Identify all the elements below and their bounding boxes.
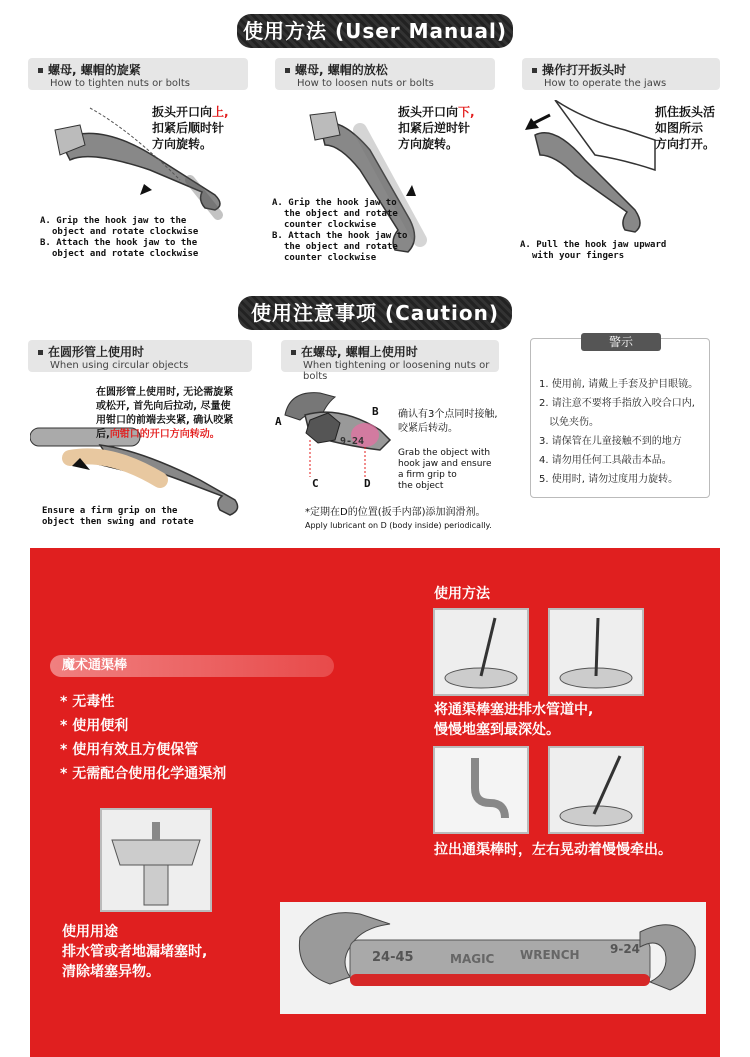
- loosen-en-line: the object and rotate: [284, 209, 398, 219]
- usage-step2-img-b: [548, 746, 644, 834]
- usage-step2: 拉出通渠棒时，左右晃动着慢慢牵出。: [434, 842, 672, 858]
- operate-en-line: with your fingers: [532, 251, 625, 261]
- caution-circular-en: When using circular objects: [50, 360, 189, 371]
- usage-step1-img-a: [433, 608, 529, 696]
- loosen-en-line: the object and rotate: [284, 242, 398, 252]
- drain-purpose: [62, 922, 207, 982]
- usage-step1-line: 慢慢地塞到最深处。: [434, 722, 560, 738]
- nut-label-b: B: [372, 405, 379, 418]
- operate-cn-1: 抓住扳头活: [655, 105, 716, 119]
- step-tighten-header: [28, 58, 248, 90]
- nut-en-line: a firm grip to: [398, 470, 457, 480]
- nut-cn-line: 确认有3个点同时接触,: [398, 409, 498, 420]
- circular-cn-line: 用钳口的前端去夹紧, 确认咬紧: [96, 415, 234, 426]
- step-operate-header: [522, 58, 720, 90]
- loosen-en-line: counter clockwise: [284, 253, 377, 263]
- tighten-en-line: object and rotate clockwise: [52, 249, 199, 259]
- drain-feature: * 使用有效且方便保管: [60, 742, 199, 758]
- operate-cn-2: 如图所示: [655, 121, 704, 135]
- loosen-cn-1: 扳头开口向: [398, 105, 459, 119]
- wrench-brand2: WRENCH: [520, 948, 580, 962]
- operate-cn-3: 方向打开。: [655, 137, 716, 151]
- loosen-cn-2: 扣紧后逆时针: [398, 121, 471, 135]
- drain-feature: * 无毒性: [60, 694, 115, 710]
- nut-en-notes: [398, 448, 492, 492]
- nut-en-line: Grab the object with: [398, 448, 491, 458]
- loosen-en-line: counter clockwise: [284, 220, 377, 230]
- nut-cn-line: 咬紧后转动。: [398, 423, 458, 434]
- caution-nut-header: [281, 340, 499, 382]
- warning-item: 2. 请注意不要将手指放入咬合口内,: [539, 398, 695, 409]
- tighten-en-line: object and rotate clockwise: [52, 227, 199, 237]
- tighten-cn-dir: 上,: [212, 105, 229, 119]
- drain-title-bar: 魔术通渠棒: [50, 655, 334, 677]
- caution-circular-cn: 在圆形管上使用时: [48, 345, 145, 359]
- operate-en-notes: [520, 240, 666, 262]
- manual-title: 使用方法 (User Manual): [237, 14, 513, 48]
- usage-step1-img-b: [548, 608, 644, 696]
- circular-en-line: object then swing and rotate: [42, 517, 194, 527]
- wrench-photo: [280, 902, 706, 1014]
- tighten-cn-1: 扳头开口向: [152, 105, 213, 119]
- step-loosen-cn: 螺母, 螺帽的放松: [295, 63, 388, 77]
- operate-instruction: [655, 104, 715, 152]
- nut-label-a: A: [275, 415, 282, 428]
- warning-box: [530, 335, 710, 498]
- circular-cn-red: 向钳口的开口方向转动。: [109, 429, 220, 440]
- bullet-icon: [38, 68, 43, 73]
- warning-item: 5. 使用时, 请勿过度用力旋转。: [539, 474, 679, 485]
- step-operate-en: How to operate the jaws: [544, 78, 667, 89]
- nut-label-c: C: [312, 477, 319, 490]
- warning-title: 警示: [581, 333, 661, 351]
- tighten-en-line: A. Grip the hook jaw to the: [40, 216, 187, 226]
- lube-cn: *定期在D的位置(扳手内部)添加润滑剂。: [305, 507, 486, 518]
- drain-feature: * 无需配合使用化学通渠剂: [60, 766, 227, 782]
- caution-circular-header: [28, 340, 252, 372]
- warning-list: [539, 375, 698, 489]
- nut-en-line: hook jaw and ensure: [398, 459, 492, 469]
- caution-nut-en: When tightening or loosening nuts or bolts: [303, 360, 490, 382]
- caution-nut-cn: 在螺母, 螺帽上使用时: [301, 345, 418, 359]
- step-loosen-header: [275, 58, 495, 90]
- tighten-cn-3: 方向旋转。: [152, 137, 213, 151]
- nut-size-label: 9-24: [340, 436, 365, 447]
- nut-en-line: the object: [398, 481, 444, 491]
- loosen-cn-dir: 下,: [458, 105, 475, 119]
- purpose-line: 排水管或者地漏堵塞时,: [62, 944, 208, 960]
- circular-instruction: [96, 386, 233, 442]
- circular-cn-line: 或松开, 首先向后拉动, 尽量使: [96, 401, 231, 412]
- operate-en-line: A. Pull the hook jaw upward: [520, 240, 667, 250]
- wrench-size1: 24-45: [372, 950, 414, 965]
- wrench-brand1: MAGIC: [450, 952, 495, 966]
- step-operate-cn: 操作打开扳头时: [542, 63, 627, 77]
- warning-item: 3. 请保管在儿童接触不到的地方: [539, 436, 682, 447]
- drain-feature: * 使用便利: [60, 718, 129, 734]
- step-loosen-en: How to loosen nuts or bolts: [297, 78, 434, 89]
- operate-illustration: [515, 100, 665, 240]
- caution-title: 使用注意事项 (Caution): [238, 296, 512, 330]
- usage-step1-line: 将通渠棒塞进排水管道中,: [434, 702, 594, 718]
- tighten-en-notes: [40, 216, 198, 260]
- step-tighten-en: How to tighten nuts or bolts: [50, 78, 190, 89]
- circular-cn-line: 后,: [96, 429, 110, 440]
- drain-features: [60, 690, 226, 786]
- loosen-en-notes: [272, 198, 407, 264]
- usage-step2-img-a: [433, 746, 529, 834]
- bullet-icon: [291, 350, 296, 355]
- purpose-title: 使用用途: [62, 924, 118, 940]
- bullet-icon: [285, 68, 290, 73]
- usage-title: 使用方法: [434, 586, 490, 602]
- loosen-en-line: A. Grip the hook jaw to: [272, 198, 397, 208]
- circular-en-notes: [42, 506, 194, 528]
- circular-en-line: Ensure a firm grip on the: [42, 506, 178, 516]
- tighten-cn-2: 扣紧后顺时针: [152, 121, 225, 135]
- usage-step1: [434, 700, 593, 740]
- lube-en: Apply lubricant on D (body inside) periodically.: [305, 521, 492, 530]
- warning-item: 4. 请勿用任何工具敲击本品。: [539, 455, 672, 466]
- sink-illustration: [100, 808, 212, 912]
- loosen-cn-3: 方向旋转。: [398, 137, 459, 151]
- tighten-en-line: B. Attach the hook jaw to the: [40, 238, 198, 248]
- loosen-instruction: [398, 104, 475, 152]
- nut-grip-illustration: [280, 385, 395, 485]
- nut-instruction: [398, 408, 498, 436]
- nut-label-d: D: [364, 477, 371, 490]
- warning-item: 1. 使用前, 请戴上手套及护目眼镜。: [539, 379, 699, 390]
- circular-cn-line: 在圆形管上使用时, 无论需旋紧: [96, 387, 234, 398]
- step-tighten-cn: 螺母, 螺帽的旋紧: [48, 63, 141, 77]
- tighten-instruction: [152, 104, 229, 152]
- bullet-icon: [38, 350, 43, 355]
- wrench-size2: 9-24: [610, 942, 641, 956]
- bullet-icon: [532, 68, 537, 73]
- loosen-en-line: B. Attach the hook jaw to: [272, 231, 408, 241]
- purpose-line: 清除堵塞异物。: [62, 964, 160, 980]
- warning-item: 以免夹伤。: [549, 417, 599, 428]
